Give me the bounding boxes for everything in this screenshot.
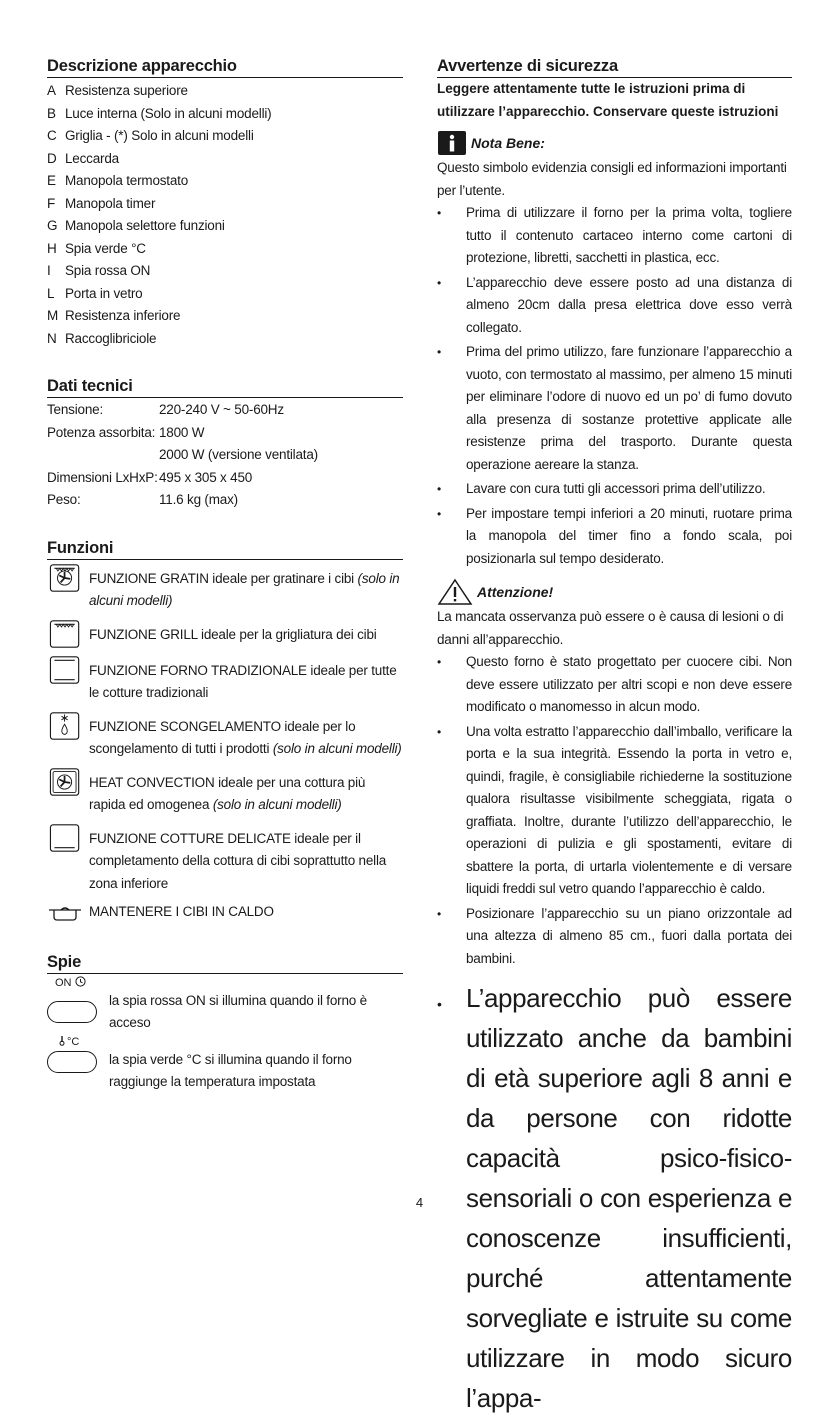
item-text: Spia verde °C: [65, 240, 146, 256]
description-item: [47, 328, 403, 351]
function-description: FUNZIONE COTTURE DELICATE ideale per il completamento della cottura di cibi soprattutto nella zona inferiore: [89, 830, 387, 891]
tech-row: [47, 422, 403, 445]
item-text: Manopola termostato: [65, 173, 189, 188]
tech-value: 220-240 V ~ 50-60Hz: [159, 402, 284, 417]
description-item: [47, 305, 403, 328]
on-label: [55, 976, 403, 990]
keep-warm-row: [47, 901, 403, 924]
clock-icon: [75, 976, 86, 987]
item-text: Raccoglibriciole: [65, 330, 157, 346]
function-text: [89, 619, 377, 647]
function-description: FUNZIONE FORNO TRADIZIONALE ideale per tutte le cotture tradizionali: [89, 662, 397, 700]
warning-text: La mancata osservanza può essere o è causa di lesioni o di danni all’apparecchio.: [437, 609, 784, 647]
functions-heading: Funzioni: [47, 538, 403, 560]
tech-key: [47, 444, 159, 467]
bottom-heat-icon: [47, 823, 83, 853]
traditional-oven-icon: [47, 655, 83, 685]
description-item: [47, 193, 403, 216]
tech-key: Tensione:: [47, 402, 103, 417]
description-heading: Descrizione apparecchio: [47, 56, 403, 78]
safety-intro: Leggere attentamente tutte le istruzioni prima di utilizzare l’apparecchio. Conservare queste istruzioni: [437, 81, 779, 119]
item-letter: G: [47, 218, 58, 233]
warning-title: Attenzione!: [477, 584, 554, 600]
page-number: 4: [415, 1195, 424, 1210]
item-letter: C: [47, 128, 57, 143]
green-indicator-text: la spia verde °C si illumina quando il forno raggiunge la temperatura impostata: [109, 1051, 352, 1089]
tech-data-table: [47, 399, 403, 512]
description-item: [47, 260, 403, 283]
description-item: [47, 103, 403, 126]
item-letter: E: [47, 173, 56, 188]
note-item: • Prima di utilizzare il forno per la prima volta, togliere tutto il contenuto cartaceo interno come cartoni di protezione, libretti, sacchetti in plastica, ecc.: [437, 202, 792, 270]
tech-value: 495 x 305 x 450: [159, 469, 253, 485]
function-note: (solo in alcuni modelli): [272, 741, 402, 756]
note-list: [437, 202, 792, 570]
pot-icon: [47, 901, 83, 923]
function-note: (solo in alcuni modelli): [89, 570, 400, 608]
note-title: Nota Bene:: [471, 135, 545, 151]
tech-value: 1800 W: [159, 424, 205, 440]
item-text: Manopola timer: [65, 195, 156, 211]
description-item: [47, 238, 403, 261]
item-text: Luce interna (Solo in alcuni modelli): [65, 105, 272, 121]
item-text: Porta in vetro: [65, 285, 143, 301]
warning-title-row: [437, 578, 792, 606]
description-item: [47, 125, 403, 148]
keep-warm-text: MANTENERE I CIBI IN CALDO: [89, 904, 274, 919]
green-indicator-lamp: [47, 1051, 97, 1073]
item-letter: B: [47, 105, 56, 121]
red-indicator-text: la spia rossa ON si illumina quando il forno è acceso: [109, 992, 367, 1030]
function-description: HEAT CONVECTION ideale per una cottura più rapida ed omogenea: [89, 774, 366, 812]
left-column: [47, 56, 403, 1094]
grill-icon: [47, 619, 83, 649]
red-indicator-row: [47, 990, 403, 1035]
warning-item: • Posizionare l’apparecchio su un piano orizzontale ad una altezza di almeno 85 cm., fuori dalla portata dei bambini.: [437, 903, 792, 971]
item-letter: M: [47, 308, 59, 323]
item-letter: H: [47, 240, 57, 256]
function-text: [89, 767, 403, 817]
large-warning-item: • L’apparecchio può essere utilizzato anche da bambini di età superiore agli 8 anni e da persone con ridotte capacità psico-fisico-sensoriali o con esperienza e conoscenze insufficienti, purché attentamente sorvegliate e istruite su come utilizzare in modo sicuro l’appa-: [437, 978, 792, 1418]
description-item: [47, 215, 403, 238]
function-row: [47, 655, 403, 705]
function-text: [89, 711, 403, 761]
function-text: [89, 655, 403, 705]
function-row: [47, 619, 403, 649]
note-item: • Per impostare tempi inferiori a 20 minuti, ruotare prima la manopola del timer fino a fondo scala, poi posizionarla sul tempo desiderato.: [437, 503, 792, 571]
temperature-label: [59, 1035, 403, 1049]
item-text: Leccarda: [65, 150, 119, 166]
safety-heading: Avvertenze di sicurezza: [437, 56, 792, 78]
warning-icon: [437, 578, 473, 606]
function-text: [89, 823, 403, 896]
on-label-text: ON: [55, 976, 72, 989]
function-row: [47, 563, 403, 613]
item-letter: I: [47, 263, 51, 278]
thermometer-icon: [59, 1035, 67, 1046]
tech-row: [47, 444, 403, 467]
indicators-block: [55, 976, 403, 1094]
right-column: [437, 56, 792, 1420]
note-item: • L’apparecchio deve essere posto ad una distanza di almeno 20cm dalla presa elettrica dove esso verrà collegato.: [437, 272, 792, 340]
description-item: [47, 80, 403, 103]
tech-row: [47, 399, 403, 422]
info-icon: [437, 130, 467, 156]
tech-value: 11.6 kg (max): [159, 492, 238, 507]
item-text: Griglia - (*) Solo in alcuni modelli: [65, 128, 254, 143]
note-text: Questo simbolo evidenzia consigli ed informazioni importanti per l’utente.: [437, 160, 787, 198]
warning-list: [437, 651, 792, 1418]
item-letter: L: [47, 285, 55, 301]
temperature-label-text: °C: [67, 1035, 80, 1048]
item-letter: F: [47, 195, 56, 211]
function-row: [47, 767, 403, 817]
item-letter: A: [47, 83, 56, 98]
tech-key: Potenza assorbita:: [47, 424, 156, 440]
function-note: (solo in alcuni modelli): [212, 797, 342, 812]
function-description: FUNZIONE GRATIN ideale per gratinare i cibi: [89, 570, 354, 586]
description-item: [47, 170, 403, 193]
warning-item: • Una volta estratto l’apparecchio dall’imballo, verificare la porta e la sua integrità. Essendo la porta in vetro e, quindi, fragile, è consigliabile richiederne la sostituzione qualora risultasse visibilmente scheggiata, rigata o graffiata. Inoltre, durante l’utilizzo dell’apparecchio, le operazioni di pulizia e gli spostamenti, evitare di sbattere la porta, di urtarla violentemente e di versare liquidi freddi sul vetro quando l’apparecchio è caldo.: [437, 721, 792, 901]
description-item: [47, 283, 403, 306]
function-row: [47, 823, 403, 896]
tech-value: 2000 W (versione ventilata): [159, 447, 318, 462]
function-row: [47, 711, 403, 761]
item-letter: N: [47, 330, 57, 346]
heat-convection-icon: [47, 767, 83, 797]
gratin-fan-icon: [47, 563, 83, 593]
function-description: FUNZIONE GRILL ideale per la grigliatura dei cibi: [89, 626, 377, 642]
note-item: • Prima del primo utilizzo, fare funzionare l’apparecchio a vuoto, con termostato al massimo, per almeno 15 minuti per eliminare l’odore di nuovo ed un po’ di fumo dovuto alla presenza di sostanze protettive applicate alle resistenze prima del trasporto. Durante questa operazione aereare la stanza.: [437, 341, 792, 476]
tech-row: [47, 467, 403, 490]
functions-list: [47, 563, 403, 896]
green-indicator-row: [47, 1049, 403, 1094]
item-text: Spia rossa ON: [65, 263, 151, 278]
note-title-row: [437, 129, 792, 157]
item-text: Resistenza inferiore: [65, 308, 181, 323]
indicators-heading: Spie: [47, 952, 403, 974]
warning-item: • Questo forno è stato progettato per cuocere cibi. Non deve essere utilizzato per altri scopi e non deve essere modificato o manomesso in alcun modo.: [437, 651, 792, 719]
tech-key: Dimensioni LxHxP:: [47, 469, 158, 485]
defrost-icon: [47, 711, 83, 741]
note-item: • Lavare con cura tutti gli accessori prima dell’utilizzo.: [437, 478, 792, 501]
function-description: FUNZIONE SCONGELAMENTO ideale per lo scongelamento di tutti i prodotti: [89, 718, 356, 756]
item-text: Manopola selettore funzioni: [65, 218, 225, 233]
item-text: Resistenza superiore: [65, 83, 188, 98]
tech-key: Peso:: [47, 492, 81, 507]
tech-row: [47, 489, 403, 512]
item-letter: D: [47, 150, 57, 166]
description-item: [47, 148, 403, 171]
red-indicator-lamp: [47, 1001, 97, 1023]
description-list: [47, 80, 403, 350]
function-text: [89, 563, 403, 613]
tech-data-heading: Dati tecnici: [47, 376, 403, 398]
